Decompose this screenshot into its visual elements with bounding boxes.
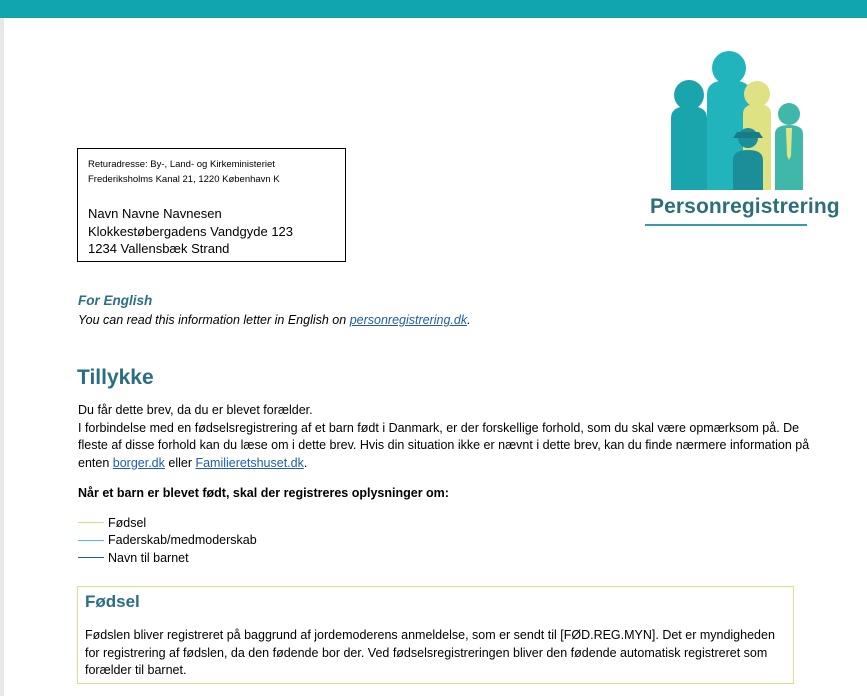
personregistrering-link[interactable]: personregistrering.dk	[349, 313, 468, 327]
list-item	[78, 514, 257, 532]
address-window	[77, 148, 346, 262]
intro-period: .	[303, 455, 308, 470]
top-accent-bar	[0, 0, 867, 18]
logo-underline	[645, 224, 807, 226]
return-address-line-1: Returadresse: By-, Land- og Kirkeministeriet	[88, 159, 275, 170]
list-item-label: Faderskab/medmoderskab	[108, 533, 257, 548]
recipient-city: 1234 Vallensbæk Strand	[88, 241, 230, 256]
english-notice	[78, 313, 471, 327]
return-address-line-2: Frederiksholms Kanal 21, 1220 København K	[88, 174, 280, 185]
list-item	[78, 532, 257, 550]
recipient-address	[88, 205, 335, 258]
list-item	[78, 549, 257, 567]
borger-link[interactable]: borger.dk	[112, 455, 165, 470]
intro-paragraph	[78, 402, 818, 472]
list-marker	[78, 540, 104, 541]
registration-list	[78, 514, 257, 567]
page-title: Tillykke	[77, 366, 154, 389]
registration-heading: Når et barn er blevet født, skal der registreres oplysninger om:	[78, 486, 449, 500]
familieretshuset-link[interactable]: Familieretshuset.dk	[195, 455, 304, 470]
recipient-name: Navn Navne Navnesen	[88, 206, 222, 221]
english-period: .	[467, 313, 471, 327]
intro-body	[78, 420, 818, 473]
list-marker	[78, 557, 104, 558]
list-item-label: Fødsel	[108, 515, 147, 530]
intro-line-1: Du får dette brev, da du er blevet forælder.	[78, 403, 313, 417]
page-edge	[0, 18, 4, 696]
recipient-street: Klokkestøbergadens Vandgyde 123	[88, 223, 294, 239]
list-item-label: Navn til barnet	[108, 550, 189, 565]
intro-text: I forbindelse med en fødselsregistrering af et barn født i Danmark, er der forskellige forhold, som du skal være opmærksom på. De fleste af disse forhold kan du læse om i dette brev. Hvis din situation ikke er nævnt i dette brev, kan du finde nærmere information på enten	[78, 420, 810, 470]
english-text: You can read this information letter in English on	[78, 313, 350, 327]
intro-connector: eller	[164, 455, 196, 470]
english-heading: For English	[78, 293, 153, 308]
fodsel-title: Fødsel	[85, 592, 140, 611]
list-marker	[78, 522, 104, 523]
fodsel-text: Fødslen bliver registreret på baggrund af jordemoderens anmeldelse, som er sendt til [FØD.REG.MYN]. Det er myndigheden for registrering af fødslen, da den fødende bor der. Ved fødselsregistreringen bliver den fødende automatisk registreret som forælder til barnet.	[85, 628, 775, 677]
fodsel-section	[77, 586, 794, 684]
logo-text: Personregistrering	[650, 195, 840, 218]
